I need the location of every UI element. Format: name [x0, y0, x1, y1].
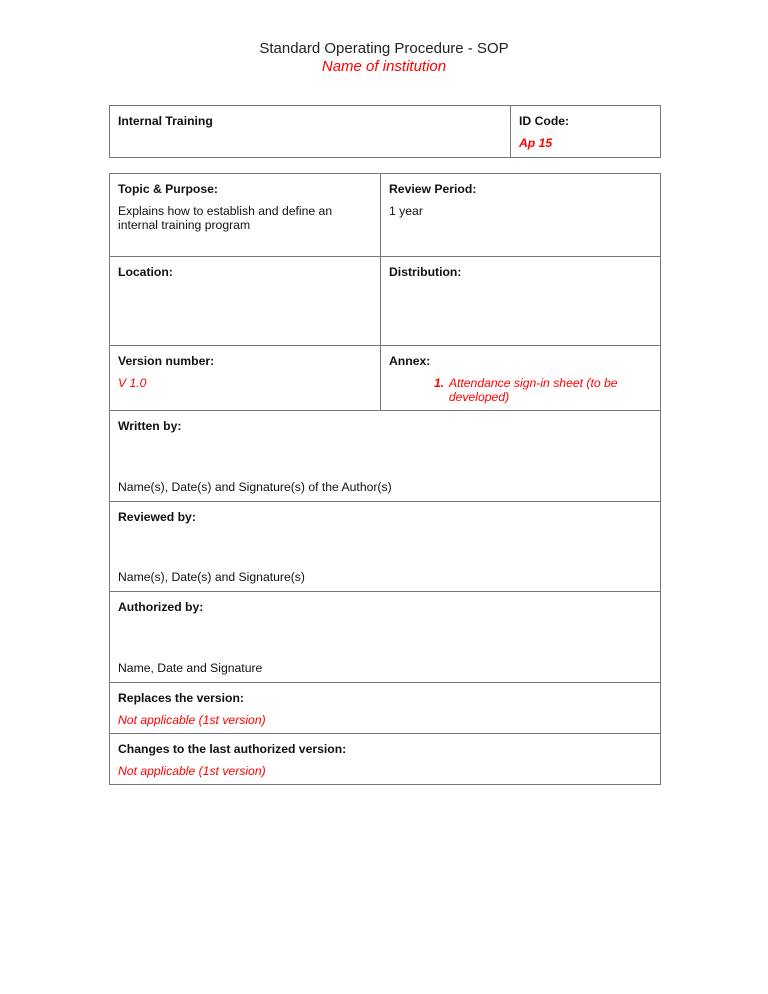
written-by-value: Name(s), Date(s) and Signature(s) of the Author(s) [118, 480, 392, 494]
id-code-value: Ap 15 [519, 136, 553, 150]
distribution-label: Distribution: [389, 265, 462, 279]
authorized-by-cell [110, 592, 661, 683]
location-cell [110, 257, 381, 346]
document-title: Standard Operating Procedure - SOP [259, 40, 509, 57]
replaces-version-label: Replaces the version: [118, 691, 244, 705]
annex-cell [381, 346, 661, 411]
document-name-cell [110, 106, 511, 158]
topic-cell [110, 174, 381, 257]
distribution-cell [381, 257, 661, 346]
institution-name: Name of institution [321, 58, 447, 75]
topic-label: Topic & Purpose: [118, 182, 218, 196]
location-label: Location: [118, 265, 173, 279]
reviewed-by-label: Reviewed by: [118, 510, 196, 524]
annex-list-item [389, 376, 652, 404]
reviewed-by-cell [110, 502, 661, 592]
replaces-version-cell [110, 683, 661, 734]
written-by-label: Written by: [118, 419, 182, 433]
authorized-by-label: Authorized by: [118, 600, 204, 614]
annex-item-text: Attendance sign-in sheet (to be developed) [448, 376, 618, 404]
changes-value: Not applicable (1st version) [118, 764, 266, 778]
written-by-cell [110, 411, 661, 502]
sop-details-table [109, 173, 661, 785]
id-code-label: ID Code: [519, 114, 570, 128]
review-period-label: Review Period: [389, 182, 477, 196]
version-value: V 1.0 [118, 376, 147, 390]
id-code-cell [511, 106, 661, 158]
review-period-value: 1 year [389, 204, 423, 218]
annex-label: Annex: [389, 354, 431, 368]
reviewed-by-value: Name(s), Date(s) and Signature(s) [118, 570, 305, 584]
changes-cell [110, 734, 661, 785]
header-table [109, 105, 661, 158]
annex-item-number: 1. [434, 376, 445, 390]
authorized-by-value: Name, Date and Signature [118, 661, 263, 675]
document-name: Internal Training [118, 114, 213, 128]
review-period-cell [381, 174, 661, 257]
changes-label: Changes to the last authorized version: [118, 742, 347, 756]
replaces-version-value: Not applicable (1st version) [118, 713, 266, 727]
topic-value: Explains how to establish and define an internal training program [118, 204, 333, 232]
version-label: Version number: [118, 354, 215, 368]
version-cell [110, 346, 381, 411]
